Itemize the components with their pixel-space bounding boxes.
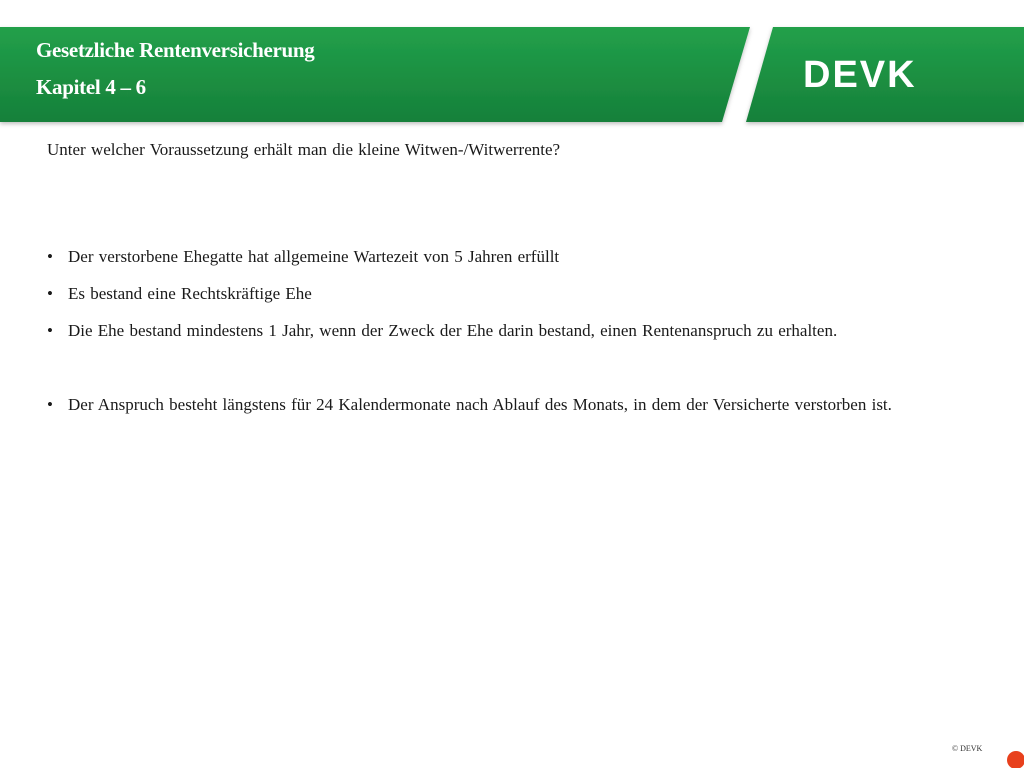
list-item-text: Der Anspruch besteht längstens für 24 Kalendermonate nach Ablauf des Monats, in dem der Versicherte verstorben ist. — [68, 395, 892, 414]
list-item-text: Der verstorbene Ehegatte hat allgemeine Wartezeit von 5 Jahren erfüllt — [68, 247, 560, 266]
slide-title: Gesetzliche Rentenversicherung — [36, 38, 315, 62]
answer-list — [47, 245, 892, 430]
bullet-icon: • — [47, 247, 53, 266]
slide-subtitle: Kapitel 4 – 6 — [36, 75, 146, 99]
bullet-icon: • — [47, 321, 53, 340]
orange-dot-icon — [1007, 751, 1024, 768]
list-item — [47, 245, 892, 282]
devk-logo: DEVK — [803, 54, 917, 96]
bullet-icon: • — [47, 395, 53, 414]
copyright-notice: © DEVK — [952, 744, 983, 753]
list-item-text: Die Ehe bestand mindestens 1 Jahr, wenn der Zweck der Ehe darin bestand, einen Rentenanspruch zu erhalten. — [68, 321, 838, 340]
bullet-icon: • — [47, 284, 53, 303]
list-item-text: Es bestand eine Rechtskräftige Ehe — [68, 284, 312, 303]
question-text: Unter welcher Voraussetzung erhält man die kleine Witwen-/Witwerrente? — [47, 140, 561, 159]
list-item — [47, 319, 892, 356]
list-item — [47, 393, 892, 430]
list-item — [47, 282, 892, 319]
